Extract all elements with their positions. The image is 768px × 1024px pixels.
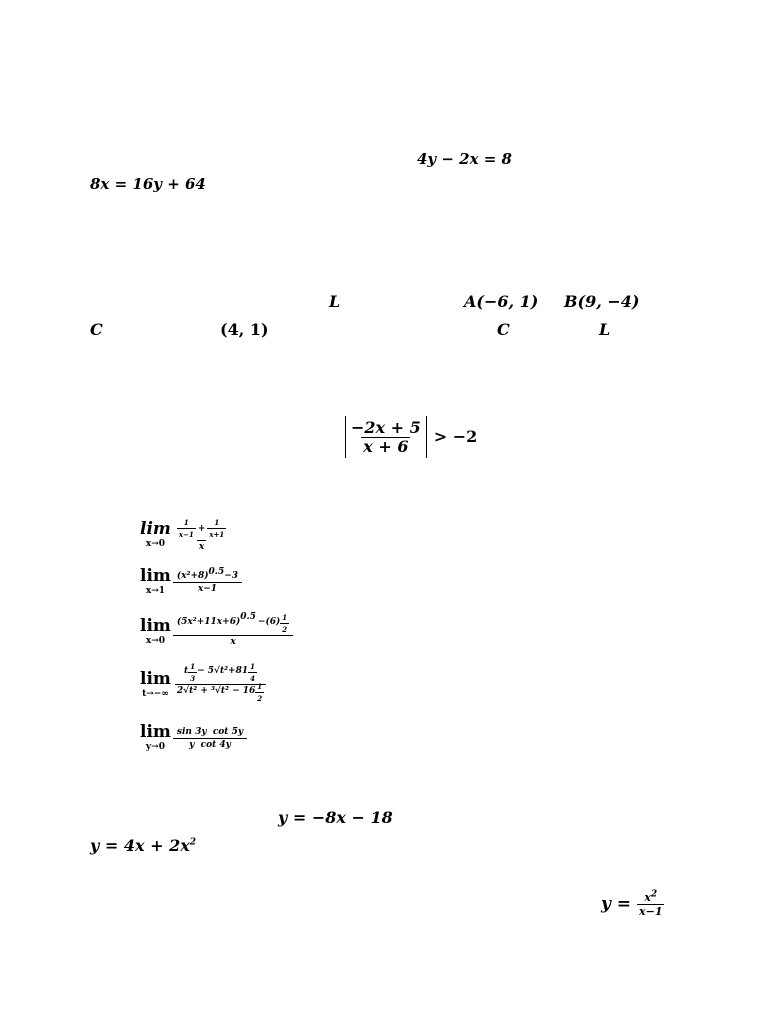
limit-5: lim y→0 $\frac{\text{sin 3y cot 5y}}{\text{y cot 4y}}$: [140, 724, 245, 752]
circle-label-c: C: [90, 320, 103, 339]
rational-function: y = $\frac{x^2}{x-1}$: [601, 889, 663, 918]
abs-bar-left: [345, 416, 346, 458]
limit-1-fraction: $\frac{1}{x-1}$ + $\frac{1}{x+1}$ x: [178, 518, 225, 552]
parabola-equation: $y = 4x + 2x^2$: [90, 836, 196, 855]
line-label-l-2: L: [599, 320, 611, 339]
equation-line-1: 4y − 2x = 8: [417, 150, 512, 168]
inequality-numerator: −2x + 5: [351, 417, 421, 437]
limit-2: lim x→1 $\frac{(x^2+8)^{0.5}-3}{x-1}$: [140, 568, 240, 596]
point-b: B(9, −4): [564, 292, 640, 311]
limit-3-fraction: (5x²+11x+6) 0.5 −(6) $\frac{1}{2}$ x: [175, 617, 291, 647]
inequality-denominator: x + 6: [363, 436, 409, 456]
rational-fraction: $\frac{x^2}{x-1}$: [639, 889, 663, 918]
limit-5-fraction: $\frac{\text{sin 3y cot 5y}}{\text{y cot 4y}}$: [175, 727, 245, 750]
lim-word: lim: [140, 519, 171, 539]
inequality-rhs: > −2: [433, 427, 478, 446]
line-label-l: L: [329, 292, 341, 311]
limit-4-fraction: t $\frac{1}{3}$ − 5√t²+81 $\frac{1}{4}$ 2√t² + ³√t² − 16 $\frac{1}{2}$: [175, 666, 266, 703]
abs-bar-right: [426, 416, 427, 458]
inequality-fraction: [349, 417, 423, 456]
lim-sub: x→0: [145, 539, 166, 549]
limit-1: [140, 518, 228, 552]
circle-label-c-2: C: [497, 320, 510, 339]
limit-4: lim t→−∞ t $\frac{1}{3}$ − 5√t²+81 $\frac{1}{4}$ 2√t² + ³√t² − 16 $\frac{1}{2}$: [140, 666, 266, 703]
circle-center-point: (4, 1): [220, 320, 269, 339]
point-a: A(−6, 1): [464, 292, 539, 311]
limit-2-fraction: $\frac{(x^2+8)^{0.5}-3}{x-1}$: [175, 571, 240, 594]
limit-3: lim x→0 (5x²+11x+6) 0.5 −(6) $\frac{1}{2}$ x: [140, 617, 291, 647]
tangent-line-equation: y = −8x − 18: [278, 808, 393, 827]
absolute-value-inequality: [342, 416, 477, 458]
equation-line-2: 8x = 16y + 64: [90, 175, 206, 193]
